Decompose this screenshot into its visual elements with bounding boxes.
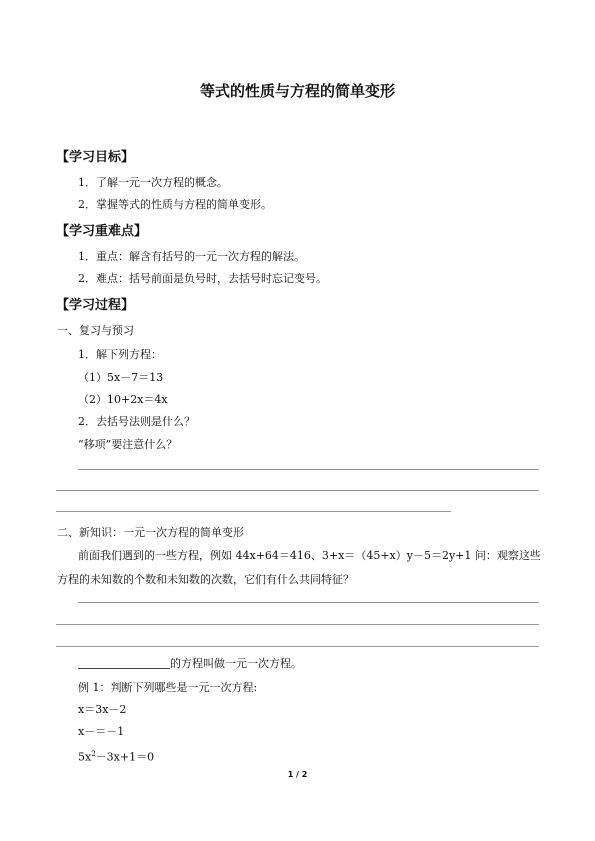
- example-3-exponent: 2: [91, 750, 96, 758]
- part1-question-2: 2．去括号法则是什么？: [78, 415, 195, 428]
- goals-heading: 【学习目标】: [56, 150, 135, 165]
- part2-paragraph-line-1: 前面我们遇到的一些方程，例如 44x+64＝416、3+x＝（45+x）y－5＝2y+1 问：观察这些: [78, 549, 541, 562]
- process-heading: 【学习过程】: [56, 298, 135, 313]
- example-3-base: 5x: [78, 750, 92, 764]
- goal-item-1: 1．了解一元一次方程的概念。: [78, 176, 228, 189]
- part1-equation-1: （1）5x－7＝13: [78, 371, 164, 384]
- goal-item-2: 2．掌握等式的性质与方程的简单变形。: [78, 198, 272, 211]
- answer-line-6: [56, 646, 539, 647]
- part1-equation-2: （2）10+2x＝4x: [78, 393, 168, 406]
- part1-question-3: “移项”要注意什么？: [78, 438, 178, 451]
- keypoints-heading: 【学习重难点】: [56, 224, 148, 239]
- answer-line-4: [78, 602, 539, 603]
- part1-question-1: 1．解下列方程：: [78, 348, 162, 361]
- definition-line: [78, 657, 302, 671]
- example-item-3: [78, 747, 154, 765]
- example-title: 例 1：判断下列哪些是一元一次方程:: [78, 681, 258, 694]
- answer-line-2: [56, 490, 539, 491]
- example-3-rest: －3x+1＝0: [95, 750, 155, 764]
- example-item-1: x＝3x－2: [78, 703, 127, 716]
- example-item-2: x－＝－1: [78, 725, 125, 738]
- document-title: 等式的性质与方程的简单变形: [199, 82, 395, 100]
- part2-paragraph-line-2: 方程的未知数的个数和未知数的次数，它们有什么共同特征？: [57, 573, 354, 586]
- answer-line-3: [56, 511, 451, 512]
- answer-line-5: [56, 624, 539, 625]
- page-number: 1 / 2: [287, 770, 308, 779]
- part2-title: 二、新知识：一元一次方程的简单变形: [57, 526, 244, 539]
- keypoint-item-1: 1．重点：解含有括号的一元一次方程的解法。: [78, 250, 305, 263]
- part1-title: 一、复习与预习: [57, 324, 134, 337]
- answer-line-1: [78, 469, 539, 470]
- definition-blank[interactable]: [78, 657, 170, 669]
- definition-text: 的方程叫做一元一次方程。: [170, 657, 302, 670]
- keypoint-item-2: 2．难点：括号前面是负号时，去括号时忘记变号。: [78, 272, 327, 285]
